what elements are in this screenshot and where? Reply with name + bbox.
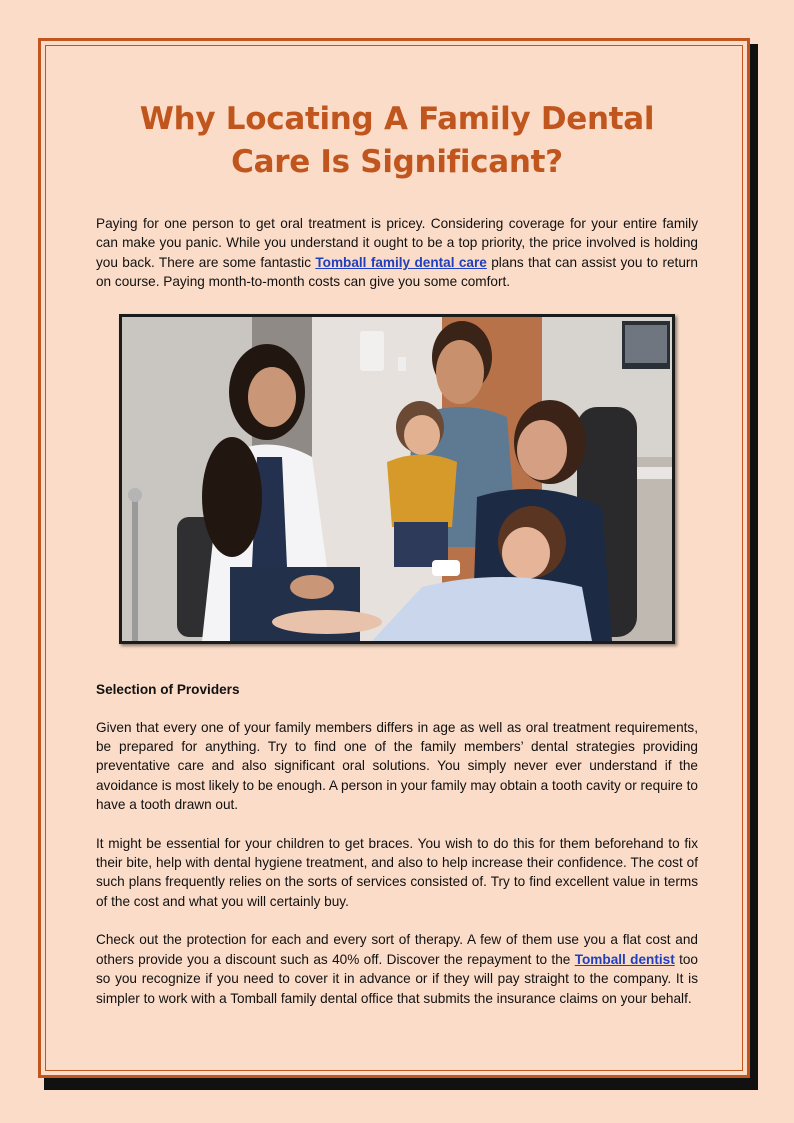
tomball-dentist-link[interactable]: Tomball dentist [574, 951, 675, 967]
paragraph-age-requirements: Given that every one of your family members differs in age as well as oral treatment requirements, be prepared for anything. Try to find one of the family members’ dental strategies providing preventative care and also significant oral solutions. You simply never ever understand if the avoidance is most likely to be enough. A person in your family may obtain a tooth cavity or require to have a tooth drawn out. [96, 719, 698, 813]
paragraph-protection-start: Check out the protection for each and every sort of therapy. A few of them use you a flat cost and others provide you a discount such as 40% off. Discover the repayment to the [96, 932, 698, 967]
paragraph-protection [96, 930, 698, 1008]
tomball-family-dental-care-link[interactable]: Tomball family dental care [315, 254, 487, 270]
intro-text-end: plans that can assist you to return on course. Paying month-to-month costs can give you some comfort. [96, 254, 698, 290]
family-dental-photo-illustration [122, 317, 672, 641]
intro-paragraph [96, 214, 698, 292]
paragraph-braces: It might be essential for your children to get braces. You wish to do this for them beforehand to fix their bite, help with dental hygiene treatment, and also to help increase their confidence. The cost of such plans frequently relies on the sorts of services consisted of. Try to find excellent value in terms of the cost and what you will certainly buy. [96, 835, 698, 909]
intro-text-start: Paying for one person to get oral treatment is pricey. Considering coverage for your entire family can make you panic. While you understand it ought to be a top priority, the price involved is holding you back. There are some fantastic [96, 216, 698, 270]
paragraph-protection-end: too so you recognize if you need to cover it in advance or if they will pay straight to the company. It is simpler to work with a Tomball family dental office that submits the insurance claims on your behalf. [96, 951, 698, 1006]
family-dental-photo [119, 314, 675, 644]
section-heading: Selection of Providers [96, 681, 240, 697]
article-title: Why Locating A Family Dental Care Is Significant? [139, 101, 655, 180]
article-content [96, 98, 698, 1008]
